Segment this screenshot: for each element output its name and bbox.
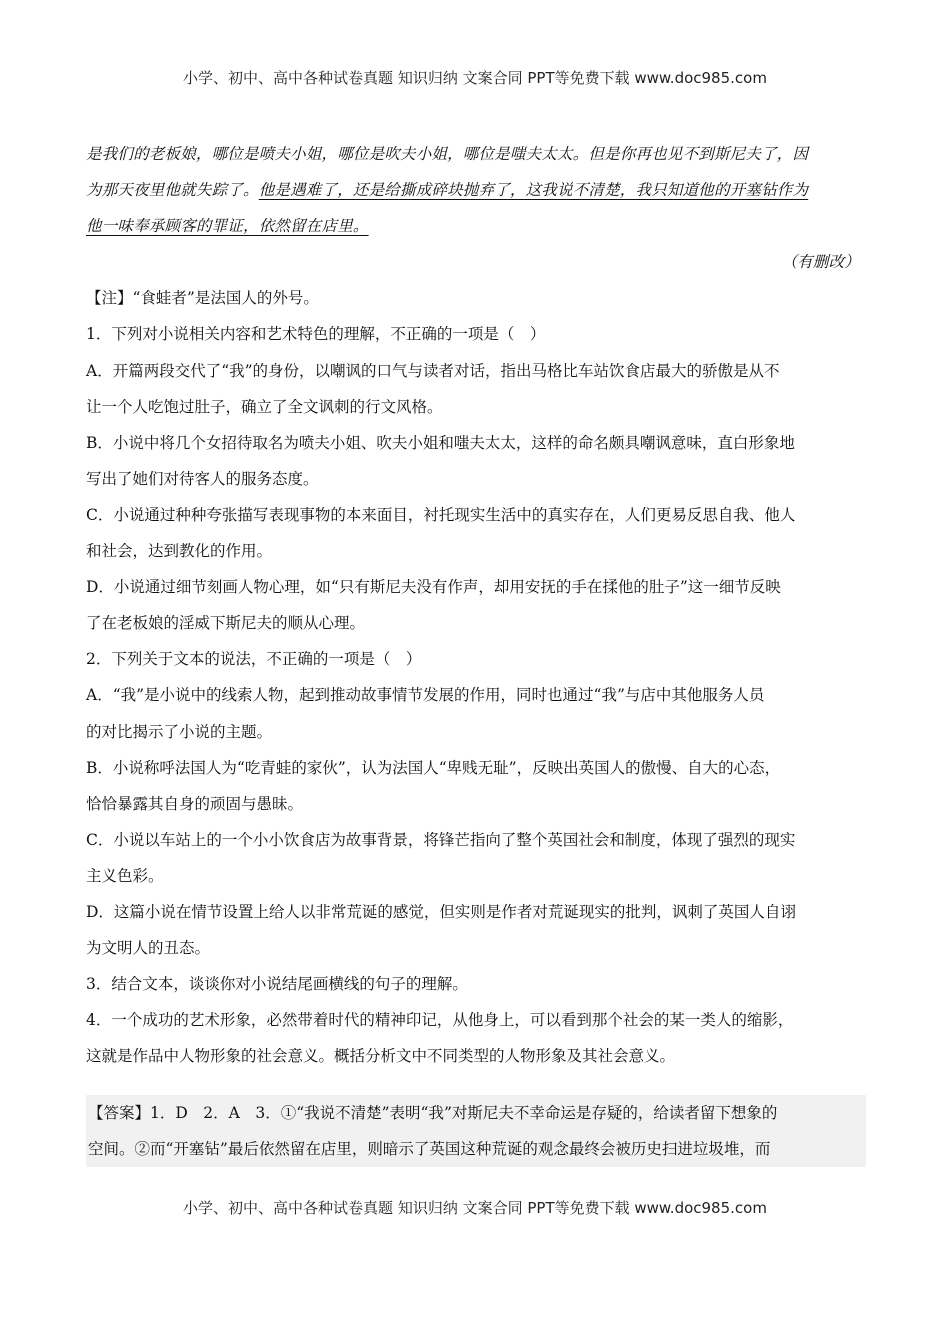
answer-block	[86, 1095, 866, 1167]
q2-option-a: A．“我”是小说中的线索人物，起到推动故事情节发展的作用，同时也通过“我”与店中其他服务人员	[86, 686, 765, 705]
passage-line: 是我们的老板娘，哪位是喷夫小姐，哪位是吹夫小姐，哪位是嗤夫太太。但是你再也见不到斯尼夫了，因	[86, 145, 809, 163]
q1-option-b: B．小说中将几个女招待取名为喷夫小姐、吹夫小姐和嗤夫太太，这样的命名颇具嘲讽意味，直白形象地	[86, 433, 795, 452]
q2-option-c-cont: 主义色彩。	[86, 866, 164, 885]
q2-option-c: C．小说以车站上的一个小小饮食店为故事背景，将锋芒指向了整个英国社会和制度，体现了强烈的现实	[86, 830, 796, 849]
q1-option-c-cont: 和社会，达到教化的作用。	[86, 542, 273, 561]
q1-option-a-cont: 让一个人吃饱过肚子，确立了全文讽刺的行文风格。	[86, 397, 443, 416]
q1-option-c: C．小说通过种种夸张描写表现事物的本来面目，衬托现实生活中的真实存在，人们更易反思自我、他人	[86, 505, 796, 524]
annotation-note: 【注】“食蛙者”是法国人的外号。	[86, 289, 319, 308]
q1-option-a: A．开篇两段交代了“我”的身份，以嘲讽的口气与读者对话，指出马格比车站饮食店最大的骄傲是从不	[86, 361, 780, 380]
answer-line: 【答案】1．D 2．A 3．①“我说不清楚”表明“我”对斯尼夫不幸命运是存疑的，给读者留下想象的	[88, 1104, 778, 1122]
q2-option-d-cont: 为文明人的丑态。	[86, 939, 211, 958]
passage-text: 为那天夜里他就失踪了。	[86, 181, 259, 200]
question-4-stem-cont: 这就是作品中人物形象的社会意义。概括分析文中不同类型的人物形象及其社会意义。	[86, 1047, 676, 1066]
question-1-stem: 1．下列对小说相关内容和艺术特色的理解，不正确的一项是（ ）	[86, 325, 546, 344]
question-2-stem: 2．下列关于文本的说法，不正确的一项是（ ）	[86, 650, 422, 669]
underlined-sentence: 他一味奉承顾客的罪证，依然留在店里。	[86, 217, 369, 236]
passage-line	[86, 208, 860, 244]
source-note: （有删改）	[781, 253, 860, 272]
q1-option-d-cont: 了在老板娘的淫威下斯尼夫的顺从心理。	[86, 614, 366, 633]
answer-line: 空间。②而“开塞钻”最后依然留在店里，则暗示了英国这种荒诞的观念最终会被历史扫进垃圾堆，而	[88, 1140, 771, 1159]
page-header: 小学、初中、高中各种试卷真题 知识归纳 文案合同 PPT等免费下载 www.doc985.com	[183, 69, 767, 87]
q2-option-d: D．这篇小说在情节设置上给人以非常荒诞的感觉，但实则是作者对荒诞现实的批判，讽刺了英国人自诩	[86, 902, 796, 921]
question-3-stem: 3．结合文本，谈谈你对小说结尾画横线的句子的理解。	[86, 975, 468, 994]
q1-option-d: D．小说通过细节刻画人物心理，如“只有斯尼夫没有作声，却用安抚的手在揉他的肚子”这一细节反映	[86, 578, 781, 597]
page-content	[86, 136, 860, 1074]
passage-line	[86, 172, 860, 208]
q2-option-a-cont: 的对比揭示了小说的主题。	[86, 722, 273, 741]
q2-option-b: B．小说称呼法国人为“吃青蛙的家伙”，认为法国人“卑贱无耻”，反映出英国人的傲慢、自大的心态，	[86, 758, 781, 777]
q1-option-b-cont: 写出了她们对待客人的服务态度。	[86, 469, 319, 488]
q2-option-b-cont: 恰恰暴露其自身的顽固与愚昧。	[86, 794, 304, 813]
page-footer: 小学、初中、高中各种试卷真题 知识归纳 文案合同 PPT等免费下载 www.doc985.com	[183, 1199, 767, 1217]
underlined-sentence: 他是遇难了，还是给撕成碎块抛弃了，这我说不清楚，我只知道他的开塞钻作为	[258, 181, 809, 200]
question-4-stem: 4．一个成功的艺术形象，必然带着时代的精神印记，从他身上，可以看到那个社会的某一类人的缩影，	[86, 1011, 794, 1030]
